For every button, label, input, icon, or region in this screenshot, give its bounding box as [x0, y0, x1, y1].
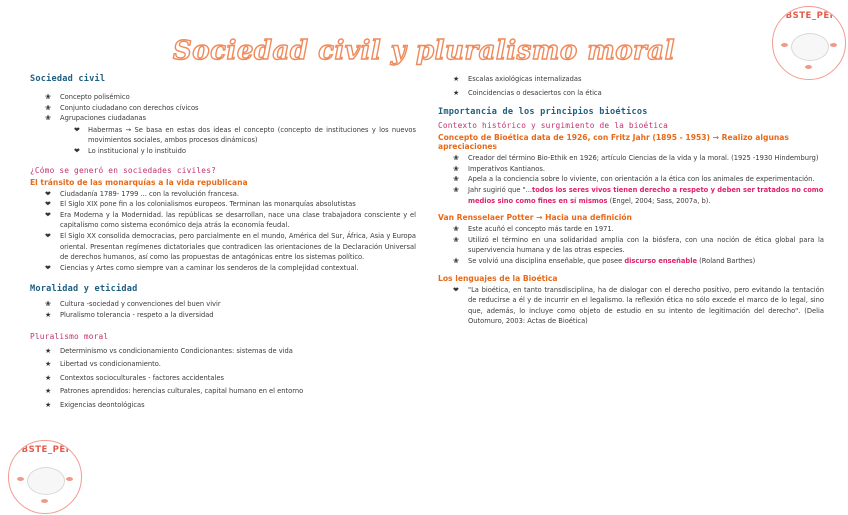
section-heading: Importancia de los principios bioéticos	[438, 107, 648, 118]
flower-bullet-icon: ❀	[45, 103, 51, 112]
leaf-icon	[805, 65, 812, 69]
list-item: ❀ Apela a la conciencia sobre lo viviente, con orientación a la ética con los animales de experimentación.	[453, 175, 815, 184]
section-heading: ¿Cómo se generó en sociedades civiles?	[30, 165, 216, 175]
continued-list	[438, 74, 824, 98]
heart-bullet-icon: ❤	[45, 263, 51, 272]
list-item: ❤ Lo institucional y lo instituido	[74, 146, 186, 155]
heart-bullet-icon: ❤	[45, 189, 51, 198]
section-heading: Moralidad y eticidad	[30, 284, 138, 295]
leaf-icon	[781, 43, 788, 47]
flower-bullet-icon: ❀	[45, 114, 51, 123]
heart-bullet-icon: ❤	[74, 125, 80, 134]
list-item: ❤ "La bioética, en tanto transdisciplina, ha de dialogar con el derecho positivo, pero evitando la tentación de reducirse a él y de incurrir en el legalismo. la reflexión ética no sólo excede el marco de lo legal, sino que, además, lo incluye como objeto de estudio en su intento de legitimación del derecho". (Delia Outomuro, 2003: Actas de Bioética)	[453, 285, 824, 326]
list-item: ❤ Era Moderna y la Modernidad. las repúblicas se desarrollan, nace una clase trabajadora consciente y el capitalismo como sistema económico deja atrás la economía feudal.	[45, 210, 416, 230]
leaf-icon	[17, 477, 24, 481]
logo-text: OBSTE_PEPI	[777, 11, 841, 21]
flower-bullet-icon: ❀	[453, 164, 459, 173]
potter-list	[438, 224, 824, 266]
flower-bullet-icon: ❀	[45, 300, 51, 309]
list-item: ❀ Creador del término Bio-Ethik en 1926; artículo Ciencias de la vida y la moral. (1925 -1930 Hindemburg)	[453, 154, 819, 163]
pluralismo-list	[30, 346, 416, 411]
section-heading: Pluralismo moral	[30, 331, 109, 341]
lenguajes-list	[438, 285, 824, 327]
list-item: ❀ Jahr sugirió que "...todos los seres vivos tienen derecho a respeto y deben ser tratados no como medios sino como fines en sí mismos (Engel, 2004; Sass, 2007a, b).	[453, 185, 824, 205]
star-bullet-icon: ★	[45, 400, 52, 409]
star-bullet-icon: ★	[45, 387, 52, 396]
flower-bullet-icon: ❀	[45, 93, 51, 101]
leaf-icon	[41, 499, 48, 503]
section-subheading: Van Rensselaer Potter → Hacia una definición	[438, 213, 632, 223]
list-item: ❀ Conjunto ciudadano con derechos cívicos	[45, 103, 199, 112]
list-item: ❀ Imperativos Kantianos.	[453, 164, 545, 173]
flower-bullet-icon: ❀	[453, 185, 459, 194]
flower-bullet-icon: ❀	[453, 256, 459, 265]
list-item: ❀ Este acuñó el concepto más tarde en 1971.	[453, 225, 614, 234]
list-item: ★ Contextos socioculturales - factores accidentales	[45, 373, 224, 382]
section-subheading: Los lenguajes de la Bioética	[438, 273, 558, 283]
pig-icon	[27, 467, 65, 495]
logo-text: OBSTE_PEPI	[13, 445, 77, 455]
list-item: ★ Pluralismo tolerancia - respeto a la diversidad	[45, 310, 214, 319]
list-item: ❤ Habermas → Se basa en estas dos ideas el concepto (concepto de instituciones y los nuevos movimientos sociales, ambos procesos dinámicos)	[74, 125, 416, 145]
author-logo-bottom	[8, 440, 82, 514]
section-subheading: Concepto de Bioética data de 1926, con Fritz Jahr (1895 - 1953) → Realizo algunas apreciaciones	[438, 133, 789, 152]
list-item: ❤ Ciencias y Artes como siempre van a caminar los senderos de la complejidad contextual.	[45, 263, 359, 272]
heart-bullet-icon: ❤	[45, 231, 51, 240]
list-item: ★ Exigencias deontológicas	[45, 400, 145, 409]
sociedad-civil-list	[30, 92, 416, 157]
list-item: ★ Patrones aprendidos: herencias culturales, capital humano en el entorno	[45, 387, 304, 396]
list-item: ❤ El Siglo XIX pone fin a los colonialismos europeos. Terminan las monarquías absolutistas	[45, 200, 356, 209]
flower-bullet-icon: ❀	[453, 175, 459, 184]
star-bullet-icon: ★	[45, 373, 52, 382]
author-logo-top	[772, 6, 846, 80]
moralidad-list	[30, 299, 416, 320]
heart-bullet-icon: ❤	[74, 146, 80, 155]
star-bullet-icon: ★	[45, 310, 52, 319]
transito-list	[30, 189, 416, 274]
list-item: ❀ Se volvió una disciplina enseñable, que posee discurso enseñable (Roland Barthes)	[453, 256, 756, 265]
heart-bullet-icon: ❤	[453, 285, 459, 294]
list-item: ❀ Concepto polisémico	[45, 93, 130, 101]
list-item: ★ Determinismo vs condicionamiento Condicionantes: sistemas de vida	[45, 346, 293, 355]
list-item: ❤ El Siglo XX consolida democracias, pero parcialmente en el mundo, América del Sur, África, Asia y Europa oriental. Presentan regímenes dictatoriales que contradicen las orientaciones de la Declaración Universal de derechos humanos, así como las propuestas de antagónicas entre los sistemas político.	[45, 231, 416, 262]
right-column	[438, 74, 824, 327]
section-subheading: El tránsito de las monarquías a la vida republicana	[30, 177, 248, 187]
heart-bullet-icon: ❤	[45, 210, 51, 219]
section-heading: Sociedad civil	[30, 74, 106, 84]
heart-bullet-icon: ❤	[45, 200, 51, 209]
star-bullet-icon: ★	[453, 75, 460, 83]
list-item: ❀ Utilizó el término en una solidaridad amplia con la biósfera, con una noción de ética global para la supervivencia humana y de las otras especies.	[453, 235, 824, 255]
star-bullet-icon: ★	[453, 88, 460, 97]
section-subheading: Contexto histórico y surgimiento de la bioética	[438, 121, 669, 131]
star-bullet-icon: ★	[45, 360, 52, 369]
list-item: ❀ Cultura -sociedad y convenciones del buen vivir	[45, 300, 221, 309]
list-item: ★ Libertad vs condicionamiento.	[45, 360, 161, 369]
list-item: ★ Coincidencias o desaciertos con la ética	[453, 88, 602, 97]
star-bullet-icon: ★	[45, 346, 52, 355]
flower-bullet-icon: ❀	[453, 154, 459, 163]
leaf-icon	[66, 477, 73, 481]
list-item: ★ Escalas axiológicas internalizadas	[453, 75, 582, 83]
flower-bullet-icon: ❀	[453, 225, 459, 234]
list-item: ❀ Agrupaciones ciudadanas	[45, 114, 147, 123]
fritz-jahr-list	[438, 153, 824, 206]
flower-bullet-icon: ❀	[453, 235, 459, 244]
list-item: ❤ Ciudadanía 1789- 1799 ... con la revolución francesa.	[45, 189, 239, 198]
pig-icon	[791, 33, 829, 61]
leaf-icon	[830, 43, 837, 47]
left-column	[30, 74, 416, 410]
page-title: Sociedad civil y pluralismo moral	[173, 36, 675, 66]
